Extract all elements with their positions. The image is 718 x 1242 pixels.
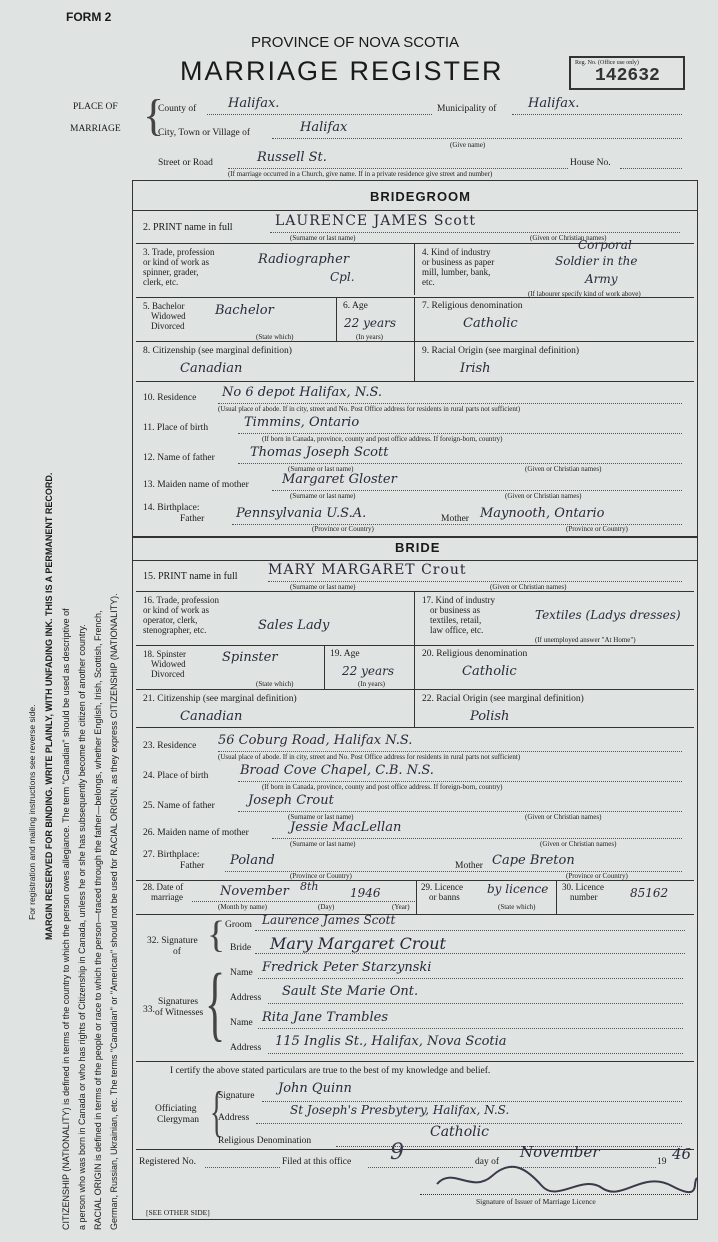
bride-name-label: 15. PRINT name in full (143, 571, 238, 582)
bride-trade-label: 16. Trade, profession or kind of work as operator, clerk, stenographer, etc. (143, 595, 219, 635)
w2-address: 115 Inglis St., Halifax, Nova Scotia (275, 1034, 507, 1049)
w2-name: Rita Jane Trambles (262, 1010, 389, 1025)
page-title: MARRIAGE REGISTER (180, 56, 504, 86)
filed-month: November (520, 1143, 600, 1161)
groom-citizenship-label: 8. Citizenship (see marginal definition) (143, 346, 292, 356)
bride-racial-label: 22. Racial Origin (see marginal definition) (422, 694, 584, 704)
registered-no-label: Registered No. (139, 1157, 196, 1167)
reg-no-box (569, 56, 685, 90)
licence-label: 29. Licence or banns (421, 882, 463, 902)
clergy-address: St Joseph's Presbytery, Halifax, N.S. (290, 1103, 510, 1117)
w1-name-label: Name (230, 968, 253, 978)
bride-father-label: 25. Name of father (143, 801, 215, 811)
city-label: City, Town or Village of (158, 128, 250, 138)
clergy-religion-label: Religious Denomination (218, 1136, 312, 1146)
w2-name-label: Name (230, 1018, 253, 1028)
groom-trade: Radiographer (258, 252, 350, 267)
bride-mother: Jessie MacLellan (290, 820, 402, 835)
groom-father: Thomas Joseph Scott (250, 445, 389, 460)
bride-mother-bp-label: Mother (455, 861, 483, 871)
bride-industry-hint: (If unemployed answer "At Home") (535, 636, 636, 644)
groom-industry-2: Soldier in the (555, 254, 638, 268)
groom-residence-label: 10. Residence (143, 393, 197, 403)
bride-father-birthplace: Poland (230, 853, 275, 868)
bride-father-surname-hint: (Surname or last name) (288, 813, 354, 821)
groom-mother: Margaret Gloster (282, 472, 397, 487)
licence-number: 85162 (630, 886, 669, 900)
bride-age: 22 years (342, 664, 395, 678)
w2-address-label: Address (230, 1043, 262, 1053)
clergy-signature: John Quinn (278, 1081, 352, 1096)
w1-name: Fredrick Peter Starzynski (262, 960, 432, 975)
see-other-side: [SEE OTHER SIDE] (146, 1208, 210, 1217)
filed-day-mark: 9 (390, 1140, 404, 1165)
bride-citizenship: Canadian (180, 709, 243, 724)
groom-industry-1: Corporal (578, 238, 632, 252)
marriage-day: 8th (300, 880, 319, 893)
bride-given-hint: (Given or Christian names) (490, 583, 567, 591)
bride-years-hint: (In years) (358, 680, 386, 688)
bride-residence: 56 Coburg Road, Halifax N.S. (218, 733, 413, 748)
margin-line-2: MARGIN RESERVED FOR BINDING. WRITE PLAINLY, WITH UNFADING INK. THIS IS A PERMANENT RECORD. (44, 472, 54, 940)
bride-residence-hint: (Usual place of abode. If in city, street and No. Post Office address for residents in rural parts not sufficient) (218, 753, 521, 761)
groom-father-birthplace: Pennsylvania U.S.A. (236, 506, 367, 521)
bride-racial: Polish (470, 709, 510, 724)
licence-number-label: 30. Licence number (562, 882, 604, 902)
witness-num: 33. (143, 1005, 155, 1015)
groom-signature: Laurence James Scott (262, 913, 396, 927)
bride-sig-label: Bride (230, 943, 252, 953)
section-bridegroom: BRIDEGROOM (370, 189, 471, 204)
groom-birthplace-label: 11. Place of birth (143, 423, 209, 433)
groom-birthplace: Timmins, Ontario (244, 415, 360, 430)
groom-residence-hint: (Usual place of abode. If in city, street and No. Post Office address for residents in rural parts not sufficient) (218, 405, 521, 413)
groom-citizenship: Canadian (180, 361, 243, 376)
groom-state-hint: (State which) (256, 333, 294, 341)
groom-years-hint: (In years) (356, 333, 384, 341)
groom-status-label: 5. Bachelor Widowed Divorced (143, 301, 186, 331)
bride-bp-label-1: 27. Birthplace: (143, 850, 200, 860)
margin-line-4: a person who was born in Canada or who has rights of Citizenship in Canada, unless he or she has subsequently become the citizen of another country. (77, 624, 87, 1230)
house-label: House No. (570, 158, 611, 168)
groom-age: 22 years (344, 316, 397, 330)
year-hint: (Year) (392, 903, 410, 911)
groom-residence: No 6 depot Halifax, N.S. (222, 385, 383, 400)
groom-religion-label: 7. Religious denomination (422, 301, 523, 311)
groom-father-label: 12. Name of father (143, 453, 215, 463)
bride-mother-prov-hint: (Province or Country) (566, 872, 628, 880)
county-label: County of (158, 104, 197, 114)
street-label: Street or Road (158, 158, 213, 168)
reg-no: 142632 (595, 66, 660, 86)
groom-status: Bachelor (215, 303, 274, 318)
margin-line-6: German, Russian, Ukrainian, etc. The terms "Canadian" or "American" should not be used for RACIAL ORIGIN, as they express CITIZENSHIP (NATIONALITY). (109, 593, 119, 1230)
issuer-label: Signature of Issuer of Marriage Licence (476, 1197, 596, 1206)
groom-trade-rank: Cpl. (330, 270, 355, 284)
groom-birthplace-hint: (If born in Canada, province, county and post office address. If foreign-born, country) (262, 435, 503, 443)
signature-label-2: of (173, 947, 181, 957)
groom-mother-given-hint: (Given or Christian names) (505, 492, 582, 500)
clergy-label-1: Officiating (155, 1104, 197, 1114)
groom-sig-label: Groom (225, 920, 252, 930)
municipality-value: Halifax. (528, 96, 580, 111)
bride-status: Spinster (222, 650, 278, 665)
groom-age-label: 6. Age (343, 301, 368, 311)
groom-father-given-hint: (Given or Christian names) (525, 465, 602, 473)
year-suffix: 46 (672, 1145, 692, 1163)
groom-mother-label: 13. Maiden name of mother (143, 480, 249, 490)
groom-religion: Catholic (463, 316, 518, 331)
marriage-year: 1946 (350, 886, 381, 900)
bride-name: MARY MARGARET Crout (268, 562, 467, 578)
bride-age-label: 19. Age (330, 649, 360, 659)
bride-mother-birthplace: Cape Breton (492, 853, 575, 868)
document-page: FORM 2 PROVINCE OF NOVA SCOTIA MARRIAGE REGISTER Reg. No. (Office use only) 142632 PLACE OF MARRIAGE { County of Halifax. Municipality of Halifax. City, Town or Village of Halifax (Give name) Street or Road Russell St. House No. (If marriage occurred in a Church, give name. If in a private residence give street and number) BRIDEGROOM 2. PRINT name in full LAURENCE JAMES Scott (Surname or last name) (Given or Christian names) 3. Trade, profession or kind of work as spinner, grader, clerk, etc. Radiographer Cpl. 4. Kind of industry or business as paper mill, lumber, bank, etc. Corporal Soldier in the Army (If labourer specify kind of work above) 5. Bachelor Widowed Divorced Bachelor (State which) 6. Age 22 years (In years) 7. Religious denomination Catholic 8. Citizenship (see marginal definition) Canadian 9. Racial Origin (see marginal definition) Irish 10. Residence No 6 depot Halifax, N.S. (Usual place of abode. If in city, street and No. Post Office address for residents in rural parts not sufficient) 11. Place of birth Timmins, Ontario (If born in Canada, province, county and post office address. If foreign-born, country) 12. Name of father Thomas Joseph Scott (Surname or last name) (Given or Christian names) 13. Maiden name of mother Margaret Gloster (Surname or last name) (Given or Christian names) 14. Birthplace: Father Pennsylvania U.S.A. Mother Maynooth, Ontario (Province or Country) (Province or Country) BRIDE 15. PRINT name in full MARY MARGARET Crout (Surname or last name) (Given or Christian names) 16. Trade, profession or kind of work as operator, clerk, stenographer, etc. Sales Lady 17. Kind of industry or business as textiles, retail, law office, etc. Textiles (Ladys dresses) (If unemployed answer "At Home") 18. Spinster Widowed Divorced Spinster (State which) 19. Age 22 years (In years) 20. Religious denomination Catholic 21. Citizenship (see marginal definition) Canadian 22. Racial Origin (see marginal definition) Polish 23. Residence 56 Coburg Road, Halifax N.S. (Usual place of abode. If in city, street and No. Post Office address for residents in rural parts not sufficient) 24. Place of birth Broad Cove Chapel, C.B. N.S. (If born in Canada, province, county and post office address. If foreign-born, country) 25. Name of father Joseph Crout (Surname or last name) (Given or Christian names) 26. Maiden name of mother Jessie MacLellan (Surname or last name) (Given or Christian names) 27. Birthplace: Father Poland Mother Cape Breton (Province or Country) (Province or Country) 28. Date of marriage November 8th 1946 (Month by name) (Day) (Year) 29. Licence or banns by licence (State which) 30. Licence number 85162 32. Signature of { Groom Laurence James Scott Bride Mary Margaret Crout Signatures of Witnesses 33. { Name Fredrick Peter Starzynski Address Sault Ste Marie Ont. Name Rita Jane Trambles Address 115 Inglis St., Halifax, Nova Scotia I certify the above stated particulars are true to the best of my knowledge and belief. Officiating Clergyman { Signature John Quinn Address St Joseph's Presbytery, Halifax, N.S. Religious Denomination Catholic Registered No. Filed at this office 9 day of November 19 46 Signature of Issuer of Marriage Licence [SEE OTHER SIDE] For registration and mailing instructions see reverse side. MARGIN RESERVED FOR BINDING. WRITE PLAINLY, WITH UNFADING INK. THIS IS A PERMANENT RECORD. CITIZENSHIP (NATIONALITY) is defined in terms of the country to which the person owes allegiance. The term "Canadian" should be used as descriptive of a person who was born in Canada or who has rights of Citizenship in Canada, unless he or she has subsequently become the citizen of another country. RACIAL ORIGIN is defined in terms of the people or race to which the person—traced through the father—belongs, whether English, Irish, Scottish, French, German, Russian, Ukrainian, etc. The terms "Canadian" or "American" should not be used for RACIAL ORIGIN, as they express CITIZENSHIP (NATIONALITY). (0, 0, 718, 1242)
bride-father: Joseph Crout (248, 793, 334, 808)
bride-father-prov-hint: (Province or Country) (290, 872, 352, 880)
reg-no-label: Reg. No. (Office use only) (575, 60, 639, 66)
street-value: Russell St. (257, 150, 327, 165)
issuer-signature-scribble (432, 1164, 702, 1196)
witness-label-2: of Witnesses (155, 1008, 204, 1018)
bride-status-label: 18. Spinster Widowed Divorced (143, 649, 187, 679)
groom-name-label: 2. PRINT name in full (143, 222, 233, 233)
give-name-hint: (Give name) (450, 141, 486, 149)
groom-mother-surname-hint: (Surname or last name) (290, 492, 356, 500)
groom-racial-label: 9. Racial Origin (see marginal definition) (422, 346, 580, 356)
place-brace: { (143, 91, 165, 140)
groom-racial: Irish (460, 361, 491, 376)
w1-address: Sault Ste Marie Ont. (282, 984, 419, 999)
w1-address-label: Address (230, 993, 262, 1003)
groom-surname-hint: (Surname or last name) (290, 234, 356, 242)
marriage-date-label: 28. Date of marriage (143, 882, 184, 902)
groom-given-hint: (Given or Christian names) (530, 234, 607, 242)
margin-line-3: CITIZENSHIP (NATIONALITY) is defined in terms of the country to which the person owes allegiance. The term "Canadian" should be used as descriptive of (61, 608, 71, 1230)
place-label-2: MARRIAGE (70, 124, 121, 134)
clergy-label-2: Clergyman (157, 1115, 200, 1125)
bride-mother-label: 26. Maiden name of mother (143, 828, 249, 838)
margin-line-1: For registration and mailing instructions see reverse side. (27, 704, 37, 920)
marriage-month: November (220, 884, 289, 899)
bride-religion: Catholic (462, 664, 517, 679)
month-hint: (Month by name) (218, 903, 267, 911)
groom-father-prov-hint: (Province or Country) (312, 525, 374, 533)
bride-father-given-hint: (Given or Christian names) (525, 813, 602, 821)
province-heading: PROVINCE OF NOVA SCOTIA (250, 34, 460, 51)
clergy-religion: Catholic (430, 1124, 489, 1140)
bride-surname-hint: (Surname or last name) (290, 583, 356, 591)
bride-trade: Sales Lady (258, 618, 330, 633)
bride-residence-label: 23. Residence (143, 741, 197, 751)
groom-industry-hint: (If labourer specify kind of work above) (528, 290, 641, 298)
licence-state-hint: (State which) (498, 903, 536, 911)
year-prefix: 19 (657, 1157, 667, 1167)
bride-citizenship-label: 21. Citizenship (see marginal definition) (143, 694, 297, 704)
bride-birthplace-hint: (If born in Canada, province, county and post office address. If foreign-born, country) (262, 783, 503, 791)
groom-bp-label-2: Father (180, 514, 205, 524)
county-value: Halifax. (228, 96, 280, 111)
groom-mother-birthplace: Maynooth, Ontario (480, 506, 605, 521)
clergy-signature-label: Signature (218, 1091, 255, 1101)
municipality-label: Municipality of (437, 104, 497, 114)
groom-industry-3: Army (585, 272, 618, 286)
groom-name: LAURENCE JAMES Scott (275, 213, 477, 229)
margin-line-5: RACIAL ORIGIN is defined in terms of the people or race to which the person—traced through the father—belongs, whether English, Irish, Scottish, French, (93, 610, 103, 1230)
bride-mother-surname-hint: (Surname or last name) (290, 840, 356, 848)
day-of-label: day of (475, 1157, 500, 1167)
groom-trade-label: 3. Trade, profession or kind of work as spinner, grader, clerk, etc. (143, 247, 215, 287)
groom-industry-label: 4. Kind of industry or business as paper mill, lumber, bank, etc. (422, 247, 495, 287)
groom-father-surname-hint: (Surname or last name) (288, 465, 354, 473)
place-note: (If marriage occurred in a Church, give name. If in a private residence give street and number) (228, 170, 493, 178)
licence-value: by licence (487, 882, 549, 896)
bride-mother-given-hint: (Given or Christian names) (540, 840, 617, 848)
section-bride: BRIDE (395, 540, 441, 555)
groom-bp-label-1: 14. Birthplace: (143, 503, 200, 513)
bride-birthplace-label: 24. Place of birth (143, 771, 209, 781)
witness-label-1: Signatures (158, 997, 199, 1007)
day-hint: (Day) (318, 903, 335, 911)
filed-label: Filed at this office (282, 1157, 352, 1167)
bride-birthplace: Broad Cove Chapel, C.B. N.S. (240, 763, 434, 778)
bride-bp-label-2: Father (180, 861, 205, 871)
signature-label-1: 32. Signature (147, 936, 198, 946)
bride-state-hint: (State which) (256, 680, 294, 688)
certify-text: I certify the above stated particulars are true to the best of my knowledge and belief. (170, 1066, 491, 1076)
bride-signature: Mary Margaret Crout (270, 934, 446, 953)
city-value: Halifax (300, 120, 348, 135)
groom-mother-prov-hint: (Province or Country) (566, 525, 628, 533)
bride-industry-label: 17. Kind of industry or business as textiles, retail, law office, etc. (422, 595, 495, 635)
clergy-address-label: Address (218, 1113, 250, 1123)
form-number: FORM 2 (66, 10, 112, 24)
groom-mother-bp-label: Mother (441, 514, 469, 524)
bride-industry: Textiles (Ladys dresses) (535, 608, 681, 622)
bride-religion-label: 20. Religious denomination (422, 649, 528, 659)
place-label-1: PLACE OF (73, 102, 118, 112)
